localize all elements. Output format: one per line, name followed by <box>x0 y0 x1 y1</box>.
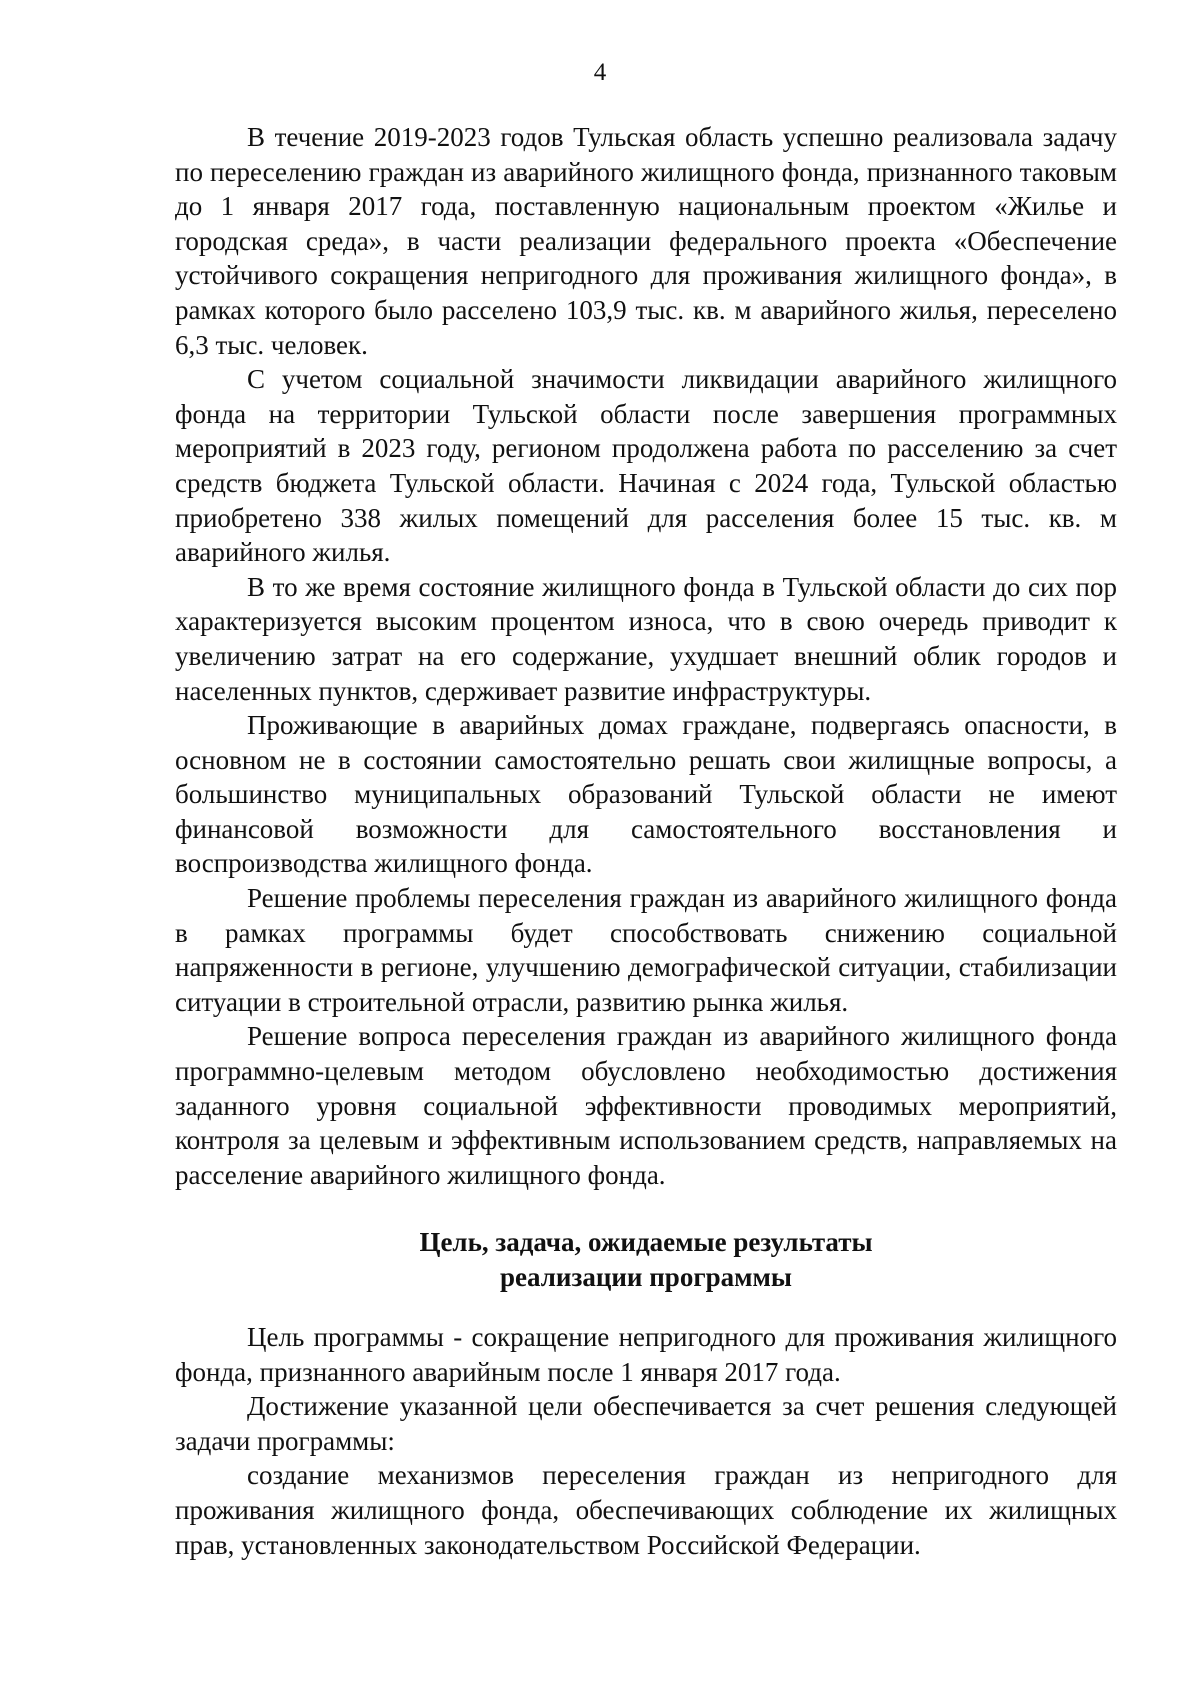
section-heading-line-2: реализации программы <box>500 1262 792 1292</box>
paragraph-problem-solution: Решение проблемы переселения граждан из аварийного жилищного фонда в рамках программы будет способствовать снижению социальной напряженности в регионе, улучшению демографической ситуации, стабилизации ситуации в строительной отрасли, развитию рынка жилья. <box>175 883 1117 1017</box>
paragraph-program-task: создание механизмов переселения граждан из непригодного для проживания жилищного фонда, обеспечивающих соблюдение их жилищных прав, установленных законодательством Российской Федерации. <box>175 1460 1117 1560</box>
intro-text-block <box>175 120 1117 1192</box>
paragraph-program-method: Решение вопроса переселения граждан из аварийного жилищного фонда программно-целевым методом обусловлено необходимостью достижения заданного уровня социальной эффективности проводимых мероприятий, контроля за целевым и эффективным использованием средств, направляемых на расселение аварийного жилищного фонда. <box>175 1021 1117 1190</box>
paragraph-goal-achievement: Достижение указанной цели обеспечивается за счет решения следующей задачи программы: <box>175 1391 1117 1456</box>
paragraph-resettlement-2019-2023: В течение 2019-2023 годов Тульская область успешно реализовала задачу по переселению граждан из аварийного жилищного фонда, признанного таковым до 1 января 2017 года, поставленную национальным проектом «Жилье и городская среда», в части реализации федерального проекта «Обеспечение устойчивого сокращения непригодного для проживания жилищного фонда», в рамках которого было расселено 103,9 тыс. кв. м аварийного жилья, переселено 6,3 тыс. человек. <box>175 122 1117 360</box>
page-number: 4 <box>593 59 607 86</box>
paragraph-program-goal: Цель программы - сокращение непригодного для проживания жилищного фонда, признанного аварийным после 1 января 2017 года. <box>175 1322 1117 1387</box>
section-heading-line-1: Цель, задача, ожидаемые результаты <box>419 1227 873 1257</box>
paragraph-housing-wear: В то же время состояние жилищного фонда в Тульской области до сих пор характеризуется высоким процентом износа, что в свою очередь приводит к увеличению затрат на его содержание, ухудшает внешний облик городов и населенных пунктов, сдерживает развитие инфраструктуры. <box>175 571 1117 706</box>
section-heading <box>175 1225 1117 1295</box>
paragraph-social-significance: С учетом социальной значимости ликвидации аварийного жилищного фонда на территории Тульской области после завершения программных мероприятий в 2023 году, регионом продолжена работа по расселению за счет средств бюджета Тульской области. Начиная с 2024 года, Тульской областью приобретено 338 жилых помещений для расселения более 15 тыс. кв. м аварийного жилья. <box>175 364 1117 568</box>
paragraph-residents-risk: Проживающие в аварийных домах граждане, подвергаясь опасности, в основном не в состоянии самостоятельно решать свои жилищные вопросы, а большинство муниципальных образований Тульской области не имеют финансовой возможности для самостоятельного восстановления и воспроизводства жилищного фонда. <box>175 710 1117 879</box>
goals-text-block <box>175 1320 1117 1562</box>
